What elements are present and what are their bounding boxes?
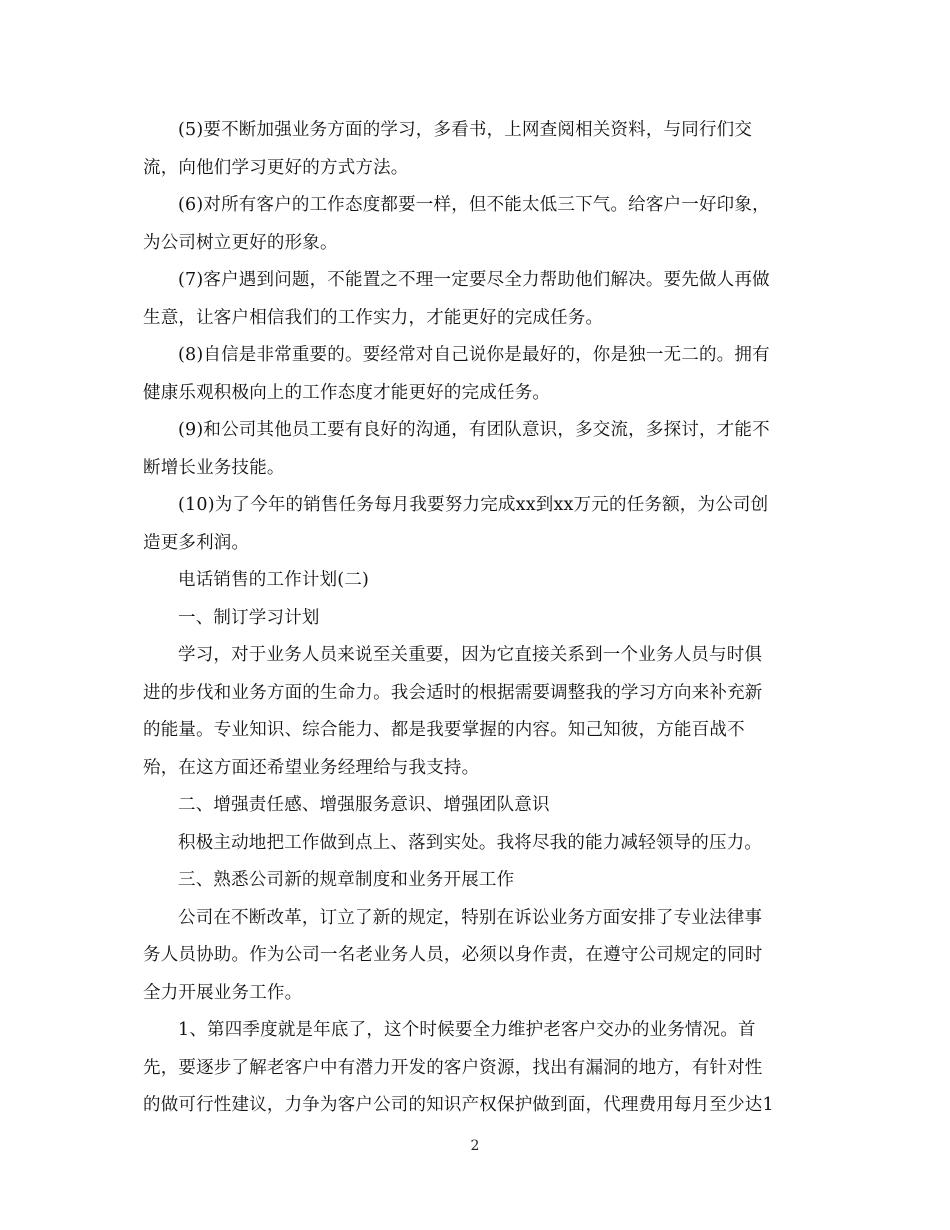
text-line: 生意，让客户相信我们的工作实力，才能更好的完成任务。 xyxy=(143,307,604,328)
paragraph xyxy=(143,1012,811,1125)
text-line: 公司在不断改革，订立了新的规定，特别在诉讼业务方面安排了专业法律事 xyxy=(178,907,763,928)
text-line: (7)客户遇到问题，不能置之不理一定要尽全力帮助他们解决。要先做人再做 xyxy=(178,270,770,290)
paragraph xyxy=(143,862,811,900)
paragraph xyxy=(143,637,811,787)
text-line: 先，要逐步了解老客户中有潜力开发的客户资源，找出有漏洞的地方，有针对性 xyxy=(143,1057,763,1078)
text-line: (9)和公司其他员工要有良好的沟通，有团队意识，多交流，多探讨，才能不 xyxy=(178,420,770,440)
text-line: 殆，在这方面还希望业务经理给与我支持。 xyxy=(143,757,480,778)
text-line: 二、增强责任感、增强服务意识、增强团队意识 xyxy=(178,795,550,815)
text-line: 流，向他们学习更好的方式方法。 xyxy=(143,157,409,178)
document-body xyxy=(143,112,811,1125)
text-line: 一、制订学习计划 xyxy=(178,607,320,628)
text-line: 学习，对于业务人员来说至关重要，因为它直接关系到一个业务人员与时俱 xyxy=(178,645,763,665)
text-line: (8)自信是非常重要的。要经常对自己说你是最好的，你是独一无二的。拥有 xyxy=(178,345,770,365)
text-line: 造更多利润。 xyxy=(143,532,250,553)
paragraph xyxy=(143,825,811,863)
paragraph xyxy=(143,262,811,337)
text-line: 务人员协助。作为公司一名老业务人员，必须以身作责，在遵守公司规定的同时 xyxy=(143,945,763,965)
text-line: 的做可行性建议，力争为客户公司的知识产权保护做到面，代理费用每月至少达1 xyxy=(143,1095,774,1115)
paragraph xyxy=(143,412,811,487)
text-line: 三、熟悉公司新的规章制度和业务开展工作 xyxy=(178,870,515,890)
paragraph xyxy=(143,787,811,825)
text-line: 健康乐观积极向上的工作态度才能更好的完成任务。 xyxy=(143,382,551,403)
paragraph xyxy=(143,900,811,1013)
text-line: 断增长业务技能。 xyxy=(143,457,285,478)
text-line: (5)要不断加强业务方面的学习，多看书，上网查阅相关资料，与同行们交 xyxy=(178,120,753,140)
text-line: (10)为了今年的销售任务每月我要努力完成xx到xx万元的任务额，为公司创 xyxy=(178,495,769,515)
text-line: 1、第四季度就是年底了，这个时候要全力维护老客户交办的业务情况。首 xyxy=(178,1020,756,1040)
paragraph xyxy=(143,487,811,562)
paragraph xyxy=(143,187,811,262)
paragraph xyxy=(143,562,811,600)
text-line: 电话销售的工作计划(二) xyxy=(178,570,370,590)
text-line: 为公司树立更好的形象。 xyxy=(143,232,338,253)
text-line: 进的步伐和业务方面的生命力。我会适时的根据需要调整我的学习方向来补充新 xyxy=(143,682,763,703)
paragraph xyxy=(143,600,811,638)
paragraph xyxy=(143,337,811,412)
text-line: 的能量。专业知识、综合能力、都是我要掌握的内容。知己知彼，方能百战不 xyxy=(143,720,745,740)
text-line: 全力开展业务工作。 xyxy=(143,982,303,1003)
paragraph xyxy=(143,112,811,187)
text-line: 积极主动地把工作做到点上、落到实处。我将尽我的能力减轻领导的压力。 xyxy=(178,832,763,853)
text-line: (6)对所有客户的工作态度都要一样，但不能太低三下气。给客户一好印象， xyxy=(178,195,770,215)
page-number: 2 xyxy=(470,1138,480,1154)
